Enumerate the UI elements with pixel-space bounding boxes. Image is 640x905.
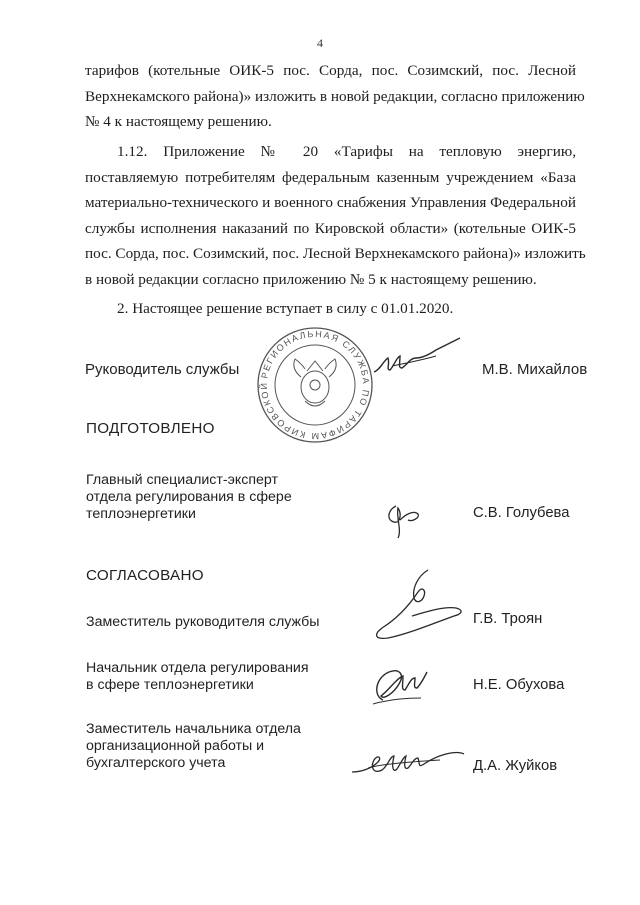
position-line: Главный специалист-эксперт: [86, 472, 278, 488]
paragraph-1-12: [85, 139, 586, 293]
prepared-position: [86, 472, 292, 523]
stamp-text: РЕГИОНАЛЬНАЯ СЛУЖБА ПО ТАРИФАМ КИРОВСКОЙ ОБЛАСТИ: [250, 317, 372, 442]
position-line: теплоэнергетики: [86, 506, 196, 522]
signatory-position: [86, 660, 309, 694]
text-line: поставляемую потребителям федеральным казенным учреждением «База: [85, 168, 576, 186]
position-line: в сфере теплоэнергетики: [86, 677, 254, 693]
troyan-signature-icon: [368, 568, 468, 646]
signatory-name: Н.Е. Обухова: [473, 677, 565, 693]
signatory-name: Г.В. Троян: [473, 611, 543, 627]
zhuikov-signature-icon: [348, 742, 470, 782]
svg-text:РЕГИОНАЛЬНАЯ СЛУЖБА ПО ТАРИФАМ: [251, 317, 371, 441]
text-line: в новой редакции согласно приложению № 5 к настоящему решению.: [85, 270, 537, 288]
text-line: материально-технического и военного снабжения Управления Федеральной: [85, 194, 576, 212]
official-stamp-icon: [250, 317, 375, 445]
prepared-heading: ПОДГОТОВЛЕНО: [86, 420, 215, 437]
text-line: пос. Сорда, пос. Созимский, пос. Лесной Верхнекамского района)» изложить: [85, 245, 586, 263]
text-line: 1.12. Приложение № 20 «Тарифы на тепловую энергию,: [117, 143, 576, 160]
text-line: № 4 к настоящему решению.: [85, 113, 272, 131]
text-line: 2. Настоящее решение вступает в силу с 01.01.2020.: [117, 300, 454, 317]
paragraph-continuation: [85, 58, 585, 135]
prepared-name: С.В. Голубева: [473, 505, 570, 521]
position-line: Заместитель начальника отдела: [86, 721, 301, 737]
page-number: 4: [317, 36, 323, 50]
text-line: Верхнекамского района)» изложить в новой редакции, согласно приложению: [85, 87, 585, 105]
position-line: Начальник отдела регулирования: [86, 660, 309, 676]
position-line: отдела регулирования в сфере: [86, 489, 292, 505]
signatory-position: [86, 721, 301, 772]
agreed-heading: СОГЛАСОВАНО: [86, 567, 204, 584]
head-signature-icon: [370, 342, 470, 382]
obukhova-signature-icon: [365, 660, 445, 710]
head-position: Руководитель службы: [85, 361, 240, 378]
position-line: организационной работы и: [86, 738, 265, 754]
position-line: Заместитель руководителя службы: [86, 614, 320, 630]
text-line: тарифов (котельные ОИК-5 пос. Сорда, пос. Созимский, пос. Лесной: [85, 62, 576, 79]
prepared-signature-icon: [382, 498, 432, 538]
position-line: бухгалтерского учета: [86, 755, 226, 771]
signatory-position: [86, 614, 320, 631]
head-name: М.В. Михайлов: [482, 361, 588, 378]
paragraph-2: [85, 296, 576, 322]
text-line: службы исполнения наказаний по Кировской области» (котельные ОИК-5: [85, 219, 576, 237]
signatory-name: Д.А. Жуйков: [473, 758, 558, 774]
